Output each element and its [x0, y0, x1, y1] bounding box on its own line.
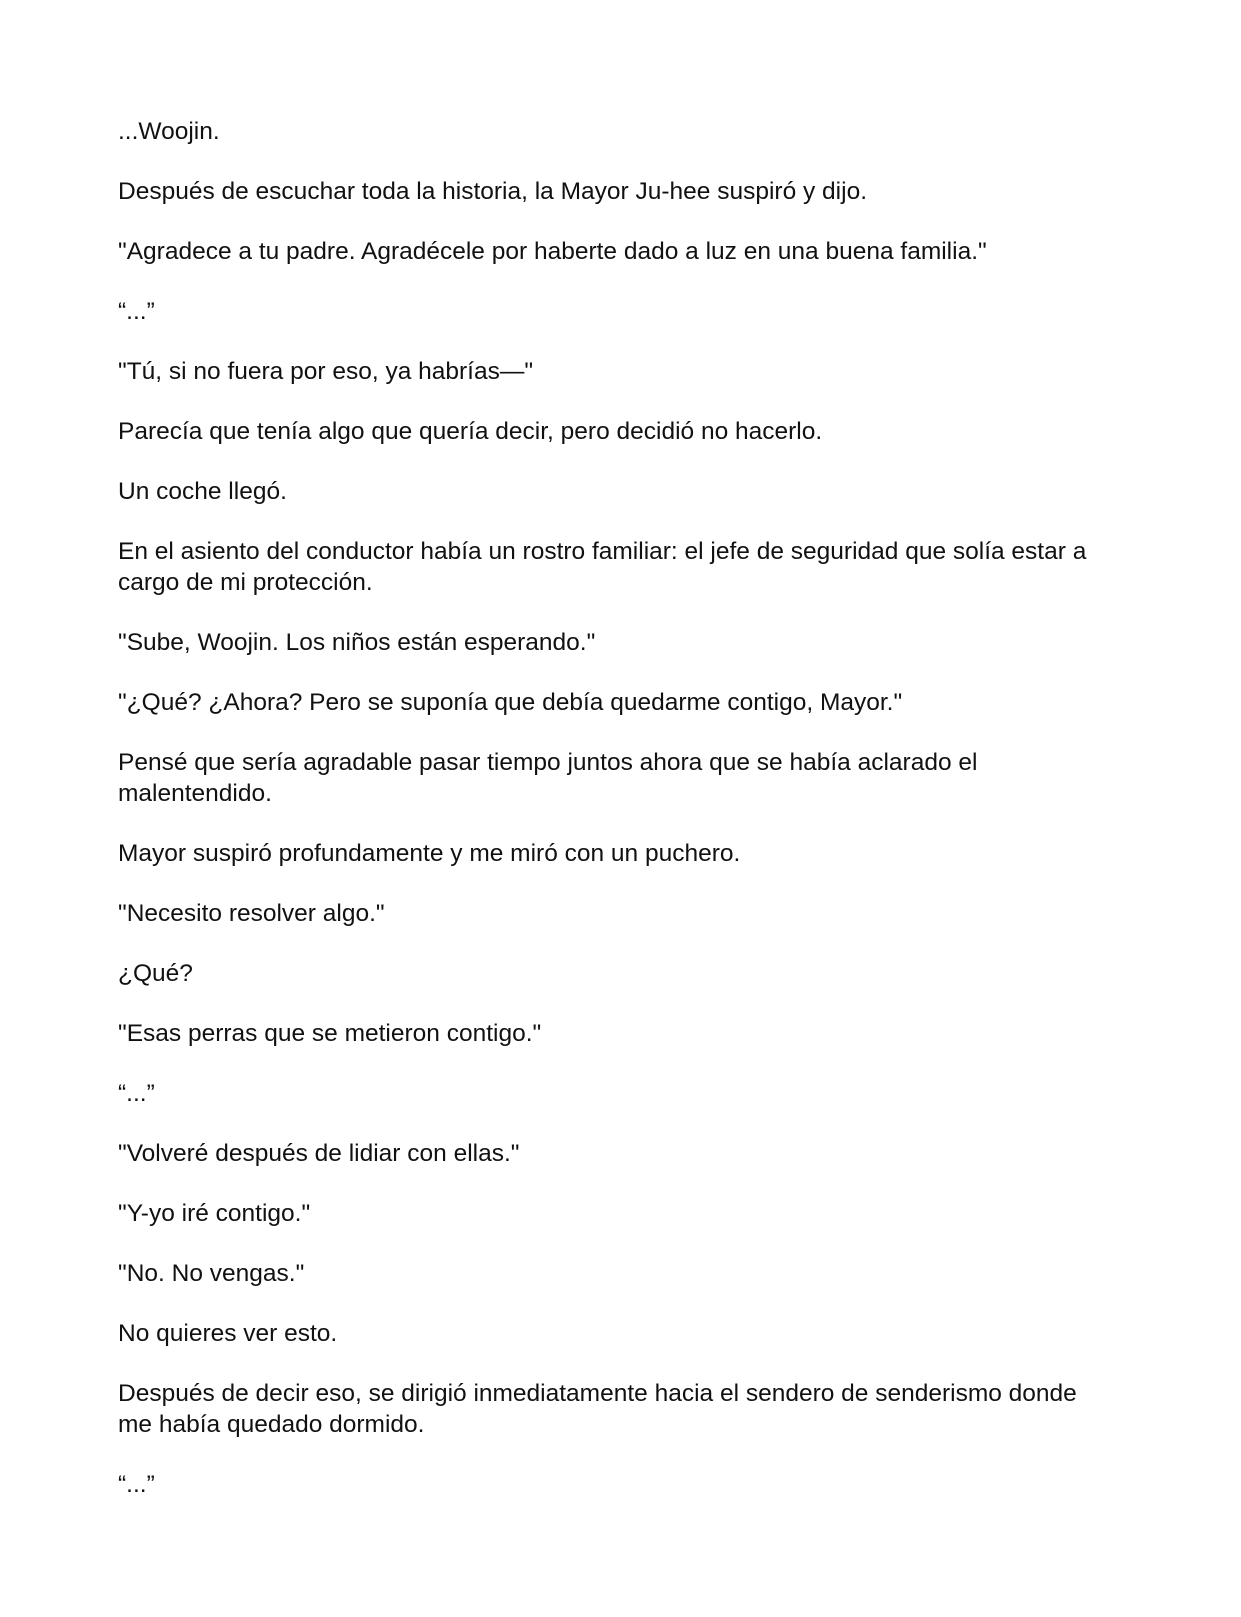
paragraph-3: "Agradece a tu padre. Agradécele por haberte dado a luz en una buena familia."	[118, 238, 987, 265]
paragraph-14: ¿Qué?	[118, 960, 193, 987]
paragraph-1: ...Woojin.	[118, 118, 220, 145]
paragraph-10: "¿Qué? ¿Ahora? Pero se suponía que debía quedarme contigo, Mayor."	[118, 689, 903, 716]
paragraph-17: "Volveré después de lidiar con ellas."	[118, 1140, 520, 1167]
paragraph-6: Parecía que tenía algo que quería decir, pero decidió no hacerlo.	[118, 418, 823, 445]
paragraph-9: "Sube, Woojin. Los niños están esperando."	[118, 629, 596, 656]
paragraph-13: "Necesito resolver algo."	[118, 900, 385, 927]
paragraph-16: “...”	[118, 1080, 155, 1107]
paragraph-11: Pensé que sería agradable pasar tiempo juntos ahora que se había aclarado el malentendido.	[118, 749, 978, 807]
paragraph-21: Después de decir eso, se dirigió inmediatamente hacia el sendero de senderismo donde me había quedado dormido.	[118, 1380, 1077, 1438]
paragraph-18: "Y-yo iré contigo."	[118, 1200, 311, 1227]
paragraph-7: Un coche llegó.	[118, 478, 287, 505]
paragraph-5: "Tú, si no fuera por eso, ya habrías—"	[118, 358, 534, 385]
paragraph-4: “...”	[118, 298, 155, 325]
paragraph-22: “...”	[118, 1471, 155, 1498]
paragraph-19: "No. No vengas."	[118, 1260, 305, 1287]
paragraph-12: Mayor suspiró profundamente y me miró con un puchero.	[118, 840, 741, 867]
paragraph-20: No quieres ver esto.	[118, 1320, 338, 1347]
body-text	[118, 116, 1108, 1529]
paragraph-2: Después de escuchar toda la historia, la Mayor Ju-hee suspiró y dijo.	[118, 178, 867, 205]
paragraph-8: En el asiento del conductor había un rostro familiar: el jefe de seguridad que solía estar a cargo de mi protección.	[118, 538, 1087, 596]
paragraph-15: "Esas perras que se metieron contigo."	[118, 1020, 542, 1047]
